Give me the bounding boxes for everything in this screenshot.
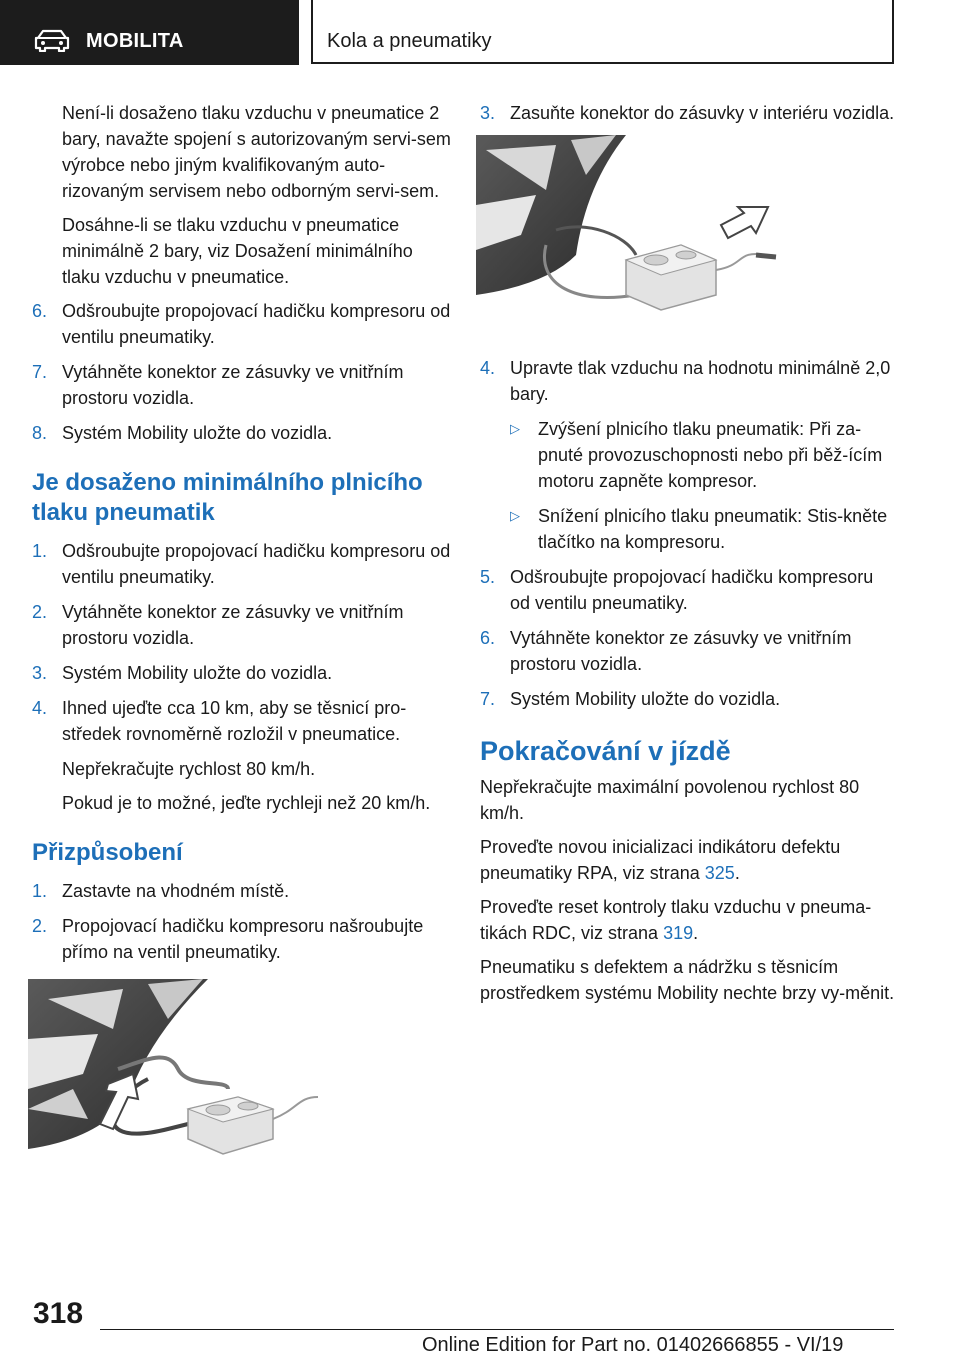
body-paragraph: Pneumatiku s defektem a nádržku s těsnicím prostředkem systému Mobility nechte brzy vy-měnit.: [480, 957, 895, 1003]
triangle-bullet-icon: ▷: [510, 508, 520, 523]
step-text: Zastavte na vhodném místě.: [62, 881, 290, 901]
body-text: Proveďte reset kontroly tlaku vzduchu v pneuma-tikách RDC, viz strana: [480, 897, 872, 943]
sub-list-item: [480, 416, 898, 494]
list-item: [480, 625, 898, 677]
page-link-319[interactable]: 319: [663, 923, 694, 943]
list-item: [32, 878, 452, 904]
right-column: [480, 100, 898, 1014]
step-text: Systém Mobility uložte do vozidla.: [510, 689, 781, 709]
list-item: [32, 298, 452, 350]
body-text: .: [734, 863, 740, 883]
section-heading: Přizpůsobení: [32, 839, 183, 866]
step-number: 1.: [32, 881, 48, 901]
list-item: [32, 599, 452, 651]
step-number: 4.: [480, 358, 496, 378]
step-text: Vytáhněte konektor ze zásuvky ve vnitřním prostoru vozidla.: [62, 602, 404, 648]
speed-note: Nepřekračujte rychlost 80 km/h.: [62, 759, 316, 779]
step-number: 7.: [32, 362, 48, 382]
step-text: Odšroubujte propojovací hadičku kompresoru od ventilu pneumatiky.: [510, 567, 874, 613]
step-text: Odšroubujte propojovací hadičku kompresoru od ventilu pneumatiky.: [62, 541, 451, 587]
page-number: 318: [33, 1297, 84, 1330]
list-item: [480, 564, 898, 616]
step-text: Vytáhněte konektor ze zásuvky ve vnitřním prostoru vozidla.: [510, 628, 852, 674]
wheel-compressor-drawing: [28, 979, 338, 1169]
step-text: Odšroubujte propojovací hadičku kompresoru od ventilu pneumatiky.: [62, 301, 451, 347]
intro-paragraph-1: Není-li dosaženo tlaku vzduchu v pneumatice 2 bary, navažte spojení s autorizovaným servi-sem výrobce nebo jiným kvalifikovaným auto-rizovaným servisem nebo odborným servi-sem.: [62, 103, 451, 201]
body-paragraph: [480, 834, 898, 886]
wheel-plug-drawing: [476, 135, 896, 325]
step-text: Ihned ujeďte cca 10 km, aby se těsnicí pro-středek rovnoměrně rozložil v pneumatice.: [62, 698, 407, 744]
speed-note: Pokud je to možné, jeďte rychleji než 20 km/h.: [62, 793, 431, 813]
section-label: MOBILITA: [86, 30, 184, 52]
step-number: 6.: [480, 628, 496, 648]
body-paragraph: Nepřekračujte maximální povolenou rychlost 80 km/h.: [480, 777, 860, 823]
step-text: Vytáhněte konektor ze zásuvky ve vnitřním prostoru vozidla.: [62, 362, 404, 408]
step-number: 3.: [32, 663, 48, 683]
list-item: [32, 359, 452, 411]
triangle-bullet-icon: ▷: [510, 421, 520, 436]
body-text: .: [693, 923, 699, 943]
step-text: Propojovací hadičku kompresoru našroubujte přímo na ventil pneumatiky.: [62, 916, 424, 962]
connector-socket-illustration: [476, 135, 896, 325]
list-item: [32, 913, 452, 965]
body-text: Proveďte novou inicializaci indikátoru defektu pneumatiky RPA, viz strana: [480, 837, 841, 883]
step-number: 7.: [480, 689, 496, 709]
step-number: 5.: [480, 567, 496, 587]
step-number: 6.: [32, 301, 48, 321]
list-item: [480, 686, 898, 712]
step-number: 2.: [32, 602, 48, 622]
step-text: Systém Mobility uložte do vozidla.: [62, 423, 333, 443]
page-link-325[interactable]: 325: [704, 863, 735, 883]
car-icon: [34, 28, 70, 52]
list-item: [32, 695, 452, 747]
step-number: 8.: [32, 423, 48, 443]
body-paragraph: [480, 894, 898, 946]
step-text: Systém Mobility uložte do vozidla.: [62, 663, 333, 683]
step-number: 4.: [32, 698, 48, 718]
list-item: [32, 420, 452, 446]
list-item: [32, 660, 452, 686]
list-item: [480, 355, 898, 407]
step-number: 1.: [32, 541, 48, 561]
list-item: [480, 100, 898, 126]
list-item: [32, 538, 452, 590]
sub-item-text: Snížení plnicího tlaku pneumatik: Stis-kněte tlačítko na kompresoru.: [538, 506, 888, 552]
left-column: [32, 100, 452, 1169]
header-title-box: [311, 0, 894, 64]
step-text: Zasuňte konektor do zásuvky v interiéru vozidla.: [510, 103, 895, 123]
section-heading: Je dosaženo minimálního plnicího tlaku pneumatik: [32, 469, 423, 526]
compressor-valve-illustration: [28, 979, 338, 1169]
chapter-title: Kola a pneumatiky: [327, 30, 492, 52]
intro-paragraph-2: Dosáhne-li se tlaku vzduchu v pneumatice minimálně 2 bary, viz Dosažení minimálního tlaku vzduchu v pneumatice.: [62, 215, 413, 287]
step-number: 2.: [32, 916, 48, 936]
sub-list-item: [480, 503, 898, 555]
sub-item-text: Zvýšení plnicího tlaku pneumatik: Při za-pnuté provozuschopnosti nebo při běž-ícím motoru zapněte kompresor.: [538, 419, 883, 491]
step-number: 3.: [480, 103, 496, 123]
step-text: Upravte tlak vzduchu na hodnotu minimálně 2,0 bary.: [510, 358, 891, 404]
section-heading: Pokračování v jízdě: [480, 736, 731, 766]
header-section-tab: [0, 0, 299, 65]
footer-edition: Online Edition for Part no. 01402666855 - VI/19: [422, 1334, 844, 1356]
footer-divider: [100, 1329, 894, 1330]
